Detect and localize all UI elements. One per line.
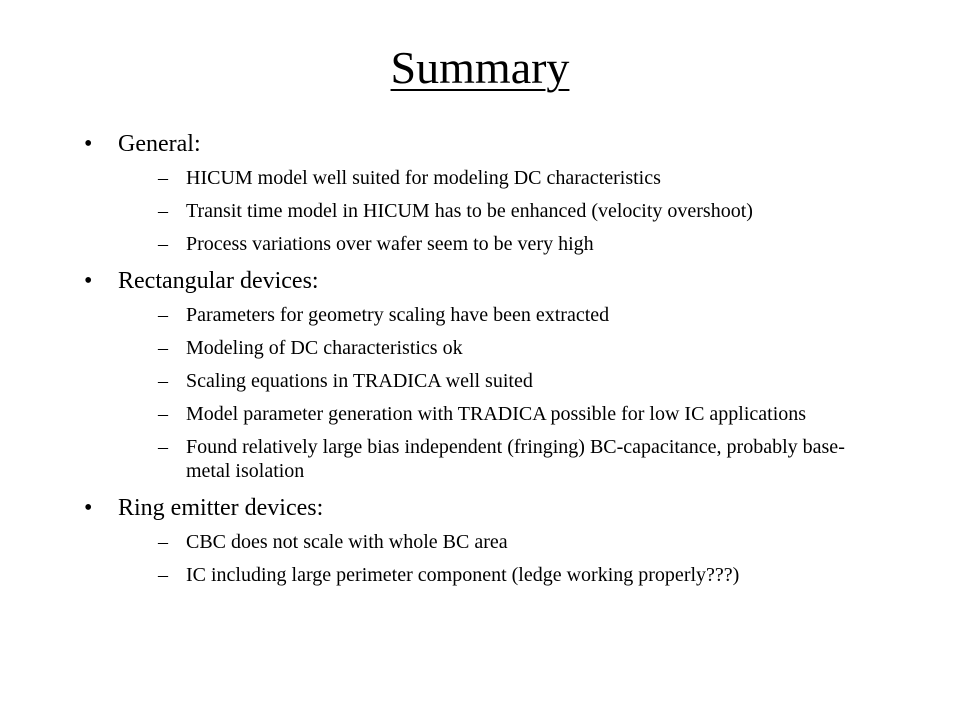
item-text: Modeling of DC characteristics ok [186, 337, 463, 359]
dash-icon: – [158, 304, 168, 326]
item-text: Model parameter generation with TRADICA possible for low IC applications [186, 403, 807, 425]
slide-title: Summary [390, 42, 570, 93]
bullet-icon: • [84, 495, 93, 521]
item-text: Process variations over wafer seem to be very high [186, 233, 594, 255]
dash-icon: – [158, 337, 168, 359]
list-item [158, 232, 884, 256]
summary-content [84, 128, 884, 596]
list-item [158, 303, 884, 327]
list-item [158, 336, 884, 360]
item-text: IC including large perimeter component (ledge working properly???) [186, 564, 740, 586]
section-general [84, 128, 884, 256]
bullet-ring-emitter-devices [84, 492, 884, 524]
section-rectangular-devices [84, 265, 884, 483]
dash-icon: – [158, 403, 168, 425]
item-text: Found relatively large bias independent (fringing) BC-capacitance, probably base-metal isolation [186, 436, 845, 482]
dash-icon: – [158, 167, 168, 189]
bullet-rectangular-devices [84, 265, 884, 297]
dash-icon: – [158, 564, 168, 586]
list-item [158, 530, 884, 554]
list-item [158, 166, 884, 190]
section-ring-emitter-devices [84, 492, 884, 587]
item-text: CBC does not scale with whole BC area [186, 531, 508, 553]
bullet-icon: • [84, 268, 93, 294]
section-label: Ring emitter devices: [118, 495, 324, 521]
dash-icon: – [158, 200, 168, 222]
bullet-icon: • [84, 131, 93, 157]
section-label: Rectangular devices: [118, 268, 319, 294]
list-item [158, 435, 884, 483]
dash-icon: – [158, 370, 168, 392]
item-text: Transit time model in HICUM has to be enhanced (velocity overshoot) [186, 200, 753, 222]
list-item [158, 199, 884, 223]
bullet-general [84, 128, 884, 160]
rectangular-items [84, 303, 884, 483]
dash-icon: – [158, 531, 168, 553]
list-item [158, 402, 884, 426]
list-item [158, 563, 884, 587]
section-label: General: [118, 131, 201, 157]
dash-icon: – [158, 436, 168, 458]
dash-icon: – [158, 233, 168, 255]
list-item [158, 369, 884, 393]
item-text: Scaling equations in TRADICA well suited [186, 370, 533, 392]
item-text: HICUM model well suited for modeling DC characteristics [186, 167, 661, 189]
ring-emitter-items [84, 530, 884, 587]
item-text: Parameters for geometry scaling have been extracted [186, 304, 610, 326]
general-items [84, 166, 884, 256]
